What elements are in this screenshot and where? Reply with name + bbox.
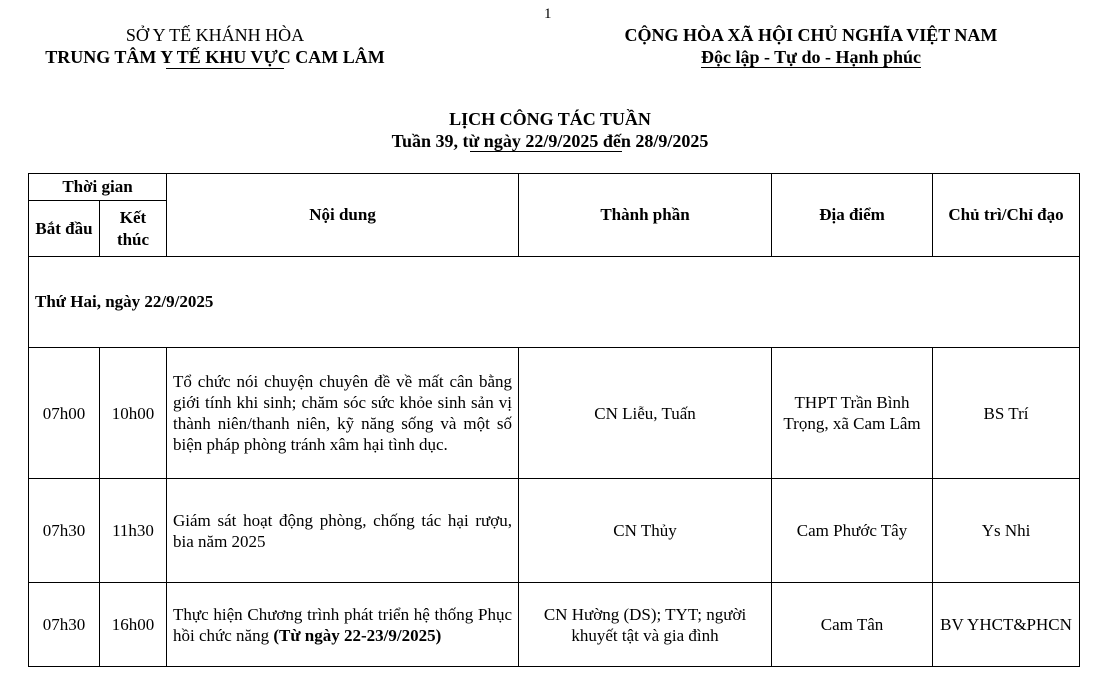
document-subtitle: Tuần 39, từ ngày 22/9/2025 đến 28/9/2025: [391, 131, 709, 151]
row-content-text: Tổ chức nói chuyện chuyên đề về mất cân bằng giới tính khi sinh; chăm sóc sức khỏe sinh sản vị thành niên/thanh niên, kỹ năng sống và một số biện pháp phòng tránh xâm hại tình dục.: [173, 372, 513, 454]
schedule-table: [28, 173, 1080, 667]
header-time: Thời gian: [29, 174, 167, 201]
table-row: [29, 348, 1080, 479]
row-chair: BS Trí: [933, 348, 1080, 479]
row-end: 16h00: [100, 583, 167, 667]
org-parent: SỞ Y TẾ KHÁNH HÒA: [125, 25, 305, 45]
header-start: Bắt đầu: [29, 201, 100, 257]
row-chair: Ys Nhi: [933, 479, 1080, 583]
row-content-text: Giám sát hoạt động phòng, chống tác hại rượu, bia năm 2025: [173, 510, 513, 551]
day-label: Thứ Hai, ngày 22/9/2025: [29, 257, 1080, 348]
subtitle-underline: [470, 151, 622, 152]
row-participants: CN Liễu, Tuấn: [519, 348, 772, 479]
national-motto: Độc lập - Tự do - Hạnh phúc: [700, 47, 922, 67]
header-content: Nội dung: [167, 174, 519, 257]
row-content-bold: (Từ ngày 22-23/9/2025): [273, 625, 442, 645]
title-block: [250, 108, 850, 152]
row-content: [167, 479, 519, 583]
row-end: 10h00: [100, 348, 167, 479]
row-start: 07h30: [29, 583, 100, 667]
header-right: [606, 24, 1016, 68]
row-location: Cam Phước Tây: [772, 479, 933, 583]
header-end: Kết thúc: [100, 201, 167, 257]
document-title: LỊCH CÔNG TÁC TUẦN: [449, 109, 651, 129]
header-location: Địa điểm: [772, 174, 933, 257]
header-participants: Thành phần: [519, 174, 772, 257]
row-start: 07h00: [29, 348, 100, 479]
row-participants: CN Thủy: [519, 479, 772, 583]
table-row: [29, 479, 1080, 583]
row-content: [167, 348, 519, 479]
row-location: THPT Trần Bình Trọng, xã Cam Lâm: [772, 348, 933, 479]
row-chair: BV YHCT&PHCN: [933, 583, 1080, 667]
row-end: 11h30: [100, 479, 167, 583]
table-row: [29, 583, 1080, 667]
row-start: 07h30: [29, 479, 100, 583]
org-name: TRUNG TÂM Y TẾ KHU VỰC CAM LÂM: [45, 47, 385, 67]
row-participants: CN Hường (DS); TYT; người khuyết tật và gia đình: [519, 583, 772, 667]
page-number: 1: [544, 6, 552, 22]
country-name: CỘNG HÒA XÃ HỘI CHỦ NGHĨA VIỆT NAM: [624, 25, 998, 45]
row-content-text: Thực hiện Chương trình phát triển hệ thống Phục hồi chức năng: [173, 604, 513, 645]
row-content: [167, 583, 519, 667]
header-left: [30, 24, 400, 68]
row-location: Cam Tân: [772, 583, 933, 667]
header-chair: Chủ trì/Chỉ đạo: [933, 174, 1080, 257]
org-underline: [166, 68, 284, 69]
